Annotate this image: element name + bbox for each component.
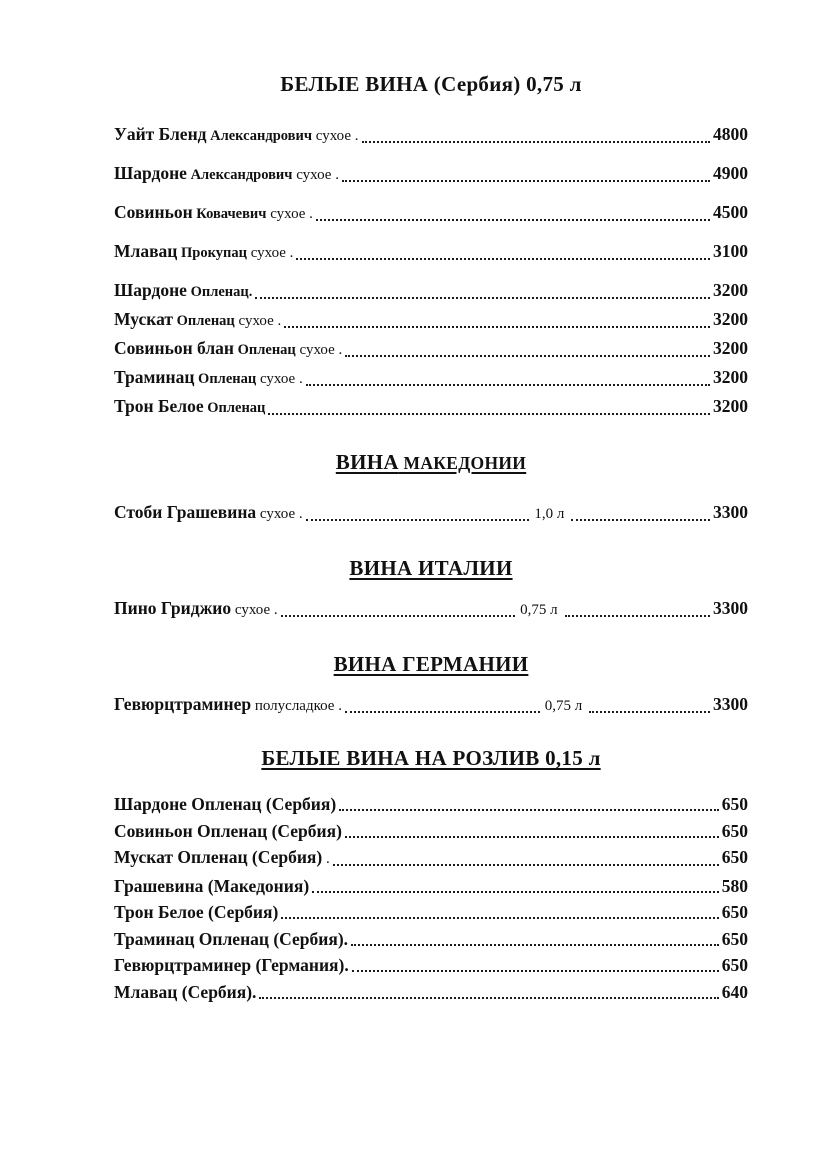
wine-price: 650 bbox=[721, 794, 748, 814]
wine-price: 4800 bbox=[713, 124, 748, 144]
wine-name: Млавац bbox=[114, 241, 178, 261]
wine-description: сухое . bbox=[246, 245, 294, 261]
wine-name: Мускат bbox=[114, 309, 173, 329]
section-heading-small: МАКЕДОНИИ bbox=[398, 453, 527, 473]
section-rows bbox=[114, 693, 748, 718]
wine-price: 650 bbox=[721, 820, 748, 841]
wine-name: Млавац (Сербия). bbox=[114, 981, 257, 1002]
wine-description: сухое . bbox=[312, 128, 359, 144]
section-rows bbox=[114, 501, 748, 526]
wine-price: 4500 bbox=[713, 202, 748, 222]
wine-row bbox=[114, 240, 748, 265]
wine-row bbox=[114, 928, 748, 951]
menu-sections bbox=[114, 72, 748, 1007]
dot-leader bbox=[296, 258, 710, 260]
dot-leader bbox=[565, 615, 710, 617]
wine-description: сухое . bbox=[292, 167, 339, 183]
wine-row bbox=[114, 597, 748, 622]
wine-producer: Александрович bbox=[186, 167, 293, 183]
wine-description: сухое . bbox=[256, 371, 303, 387]
wine-producer: Опленац bbox=[203, 400, 266, 416]
dot-leader bbox=[281, 917, 718, 919]
dot-leader bbox=[255, 297, 710, 299]
wine-description: сухое . bbox=[266, 206, 313, 222]
section-rows bbox=[114, 597, 748, 622]
wine-price: 650 bbox=[721, 847, 748, 867]
section-heading bbox=[114, 72, 748, 97]
wine-description: полусладкое . bbox=[251, 698, 342, 714]
wine-row bbox=[114, 201, 748, 226]
dot-leader bbox=[339, 809, 719, 811]
wine-name: Совиньон bbox=[114, 202, 193, 222]
wine-price: 3100 bbox=[713, 241, 748, 261]
wine-row bbox=[114, 337, 748, 362]
wine-row bbox=[114, 875, 748, 898]
wine-volume: 0,75 л bbox=[520, 602, 558, 618]
dot-leader bbox=[345, 836, 719, 838]
wine-name: Совиньон Опленац (Сербия) bbox=[114, 820, 342, 841]
wine-producer: Опленац bbox=[194, 371, 257, 387]
wine-name: Шардоне bbox=[114, 280, 187, 300]
wine-price: 3200 bbox=[713, 280, 748, 300]
section-heading-main: БЕЛЫЕ ВИНА (Сербия) 0,75 л bbox=[280, 72, 582, 96]
dot-leader bbox=[284, 326, 710, 328]
dot-leader bbox=[589, 711, 710, 713]
wine-row bbox=[114, 162, 748, 187]
wine-name: Мускат Опленац (Сербия) bbox=[114, 847, 323, 867]
wine-name: Стоби Грашевина bbox=[114, 502, 257, 522]
wine-price: 3200 bbox=[713, 338, 748, 358]
wine-name: Шардоне bbox=[114, 163, 187, 183]
menu-section bbox=[114, 556, 748, 622]
section-rows bbox=[114, 123, 748, 420]
wine-volume: 0,75 л bbox=[544, 698, 583, 714]
wine-producer: Ковачевич bbox=[192, 206, 267, 222]
dot-leader bbox=[362, 141, 710, 143]
section-heading-main: ВИНА ИТАЛИИ bbox=[349, 556, 513, 580]
dot-leader bbox=[259, 997, 718, 999]
wine-price: 3200 bbox=[713, 309, 748, 329]
wine-name: Уайт Бленд bbox=[114, 124, 207, 144]
wine-producer: Опленац bbox=[172, 313, 235, 329]
wine-description: сухое . bbox=[295, 342, 343, 358]
wine-row bbox=[114, 981, 748, 1004]
wine-price: 650 bbox=[721, 928, 748, 949]
section-rows bbox=[114, 793, 748, 1004]
wine-name: Трон Белое (Сербия) bbox=[114, 902, 279, 922]
wine-row bbox=[114, 901, 748, 924]
wine-name: Грашевина (Македония) bbox=[114, 875, 310, 896]
wine-row bbox=[114, 793, 748, 816]
dot-leader bbox=[316, 219, 710, 221]
wine-row bbox=[114, 123, 748, 148]
section-heading-main: ВИНА bbox=[335, 450, 399, 474]
dot-leader bbox=[345, 355, 710, 357]
wine-description: сухое . bbox=[234, 313, 282, 329]
dot-leader bbox=[306, 519, 530, 521]
dot-leader bbox=[351, 944, 719, 946]
wine-price: 3300 bbox=[713, 502, 748, 522]
wine-row bbox=[114, 308, 748, 333]
section-heading-main: ВИНА ГЕРМАНИИ bbox=[333, 652, 529, 676]
wine-price: 650 bbox=[721, 955, 748, 975]
dot-leader bbox=[333, 864, 719, 866]
wine-producer: Опленац. bbox=[186, 284, 253, 300]
wine-name: Трон Белое bbox=[114, 396, 204, 416]
wine-name: Гевюрцтраминер (Германия). bbox=[114, 955, 349, 975]
dot-leader bbox=[268, 413, 710, 415]
wine-price: 3300 bbox=[713, 694, 748, 714]
wine-price: 3200 bbox=[713, 367, 748, 387]
wine-name: Траминац bbox=[114, 367, 195, 387]
wine-price: 650 bbox=[721, 902, 748, 922]
section-heading bbox=[114, 652, 748, 677]
menu-section bbox=[114, 450, 748, 526]
wine-price: 4900 bbox=[713, 163, 748, 183]
wine-name: Траминац Опленац (Сербия). bbox=[114, 928, 349, 949]
wine-row bbox=[114, 395, 748, 420]
dot-leader bbox=[281, 615, 515, 617]
wine-price: 3200 bbox=[713, 396, 748, 416]
wine-name: Совиньон блан bbox=[114, 338, 234, 358]
wine-row bbox=[114, 279, 748, 304]
wine-row bbox=[114, 820, 748, 843]
wine-name: Гевюрцтраминер bbox=[114, 694, 252, 714]
section-heading-main: БЕЛЫЕ ВИНА НА РОЗЛИВ 0,15 л bbox=[261, 746, 601, 770]
dot-leader bbox=[312, 891, 719, 893]
wine-price: 3300 bbox=[713, 598, 748, 618]
dot-leader bbox=[306, 384, 710, 386]
wine-volume: 1,0 л bbox=[534, 506, 565, 522]
wine-price: 580 bbox=[721, 875, 748, 896]
wine-row bbox=[114, 846, 748, 871]
menu-section bbox=[114, 746, 748, 1004]
wine-name: Пино Гриджио bbox=[114, 598, 232, 618]
section-heading bbox=[114, 556, 748, 581]
wine-producer: Прокупац bbox=[177, 245, 247, 261]
menu-section bbox=[114, 652, 748, 718]
section-heading bbox=[114, 746, 748, 771]
dot-leader bbox=[345, 711, 540, 713]
section-heading bbox=[114, 450, 748, 475]
dot-leader bbox=[342, 180, 710, 182]
wine-description: сухое . bbox=[231, 602, 278, 618]
wine-producer: Опленац bbox=[234, 342, 296, 358]
wine-row bbox=[114, 954, 748, 977]
wine-producer: Александрович bbox=[206, 128, 313, 144]
wine-row bbox=[114, 366, 748, 391]
wine-description: . bbox=[322, 851, 330, 867]
wine-price: 640 bbox=[721, 981, 748, 1002]
dot-leader bbox=[352, 970, 719, 972]
wine-name: Шардоне Опленац (Сербия) bbox=[114, 794, 337, 814]
menu-section bbox=[114, 72, 748, 420]
wine-row bbox=[114, 501, 748, 526]
wine-row bbox=[114, 693, 748, 718]
wine-description: сухое . bbox=[256, 506, 303, 522]
dot-leader bbox=[571, 519, 710, 521]
